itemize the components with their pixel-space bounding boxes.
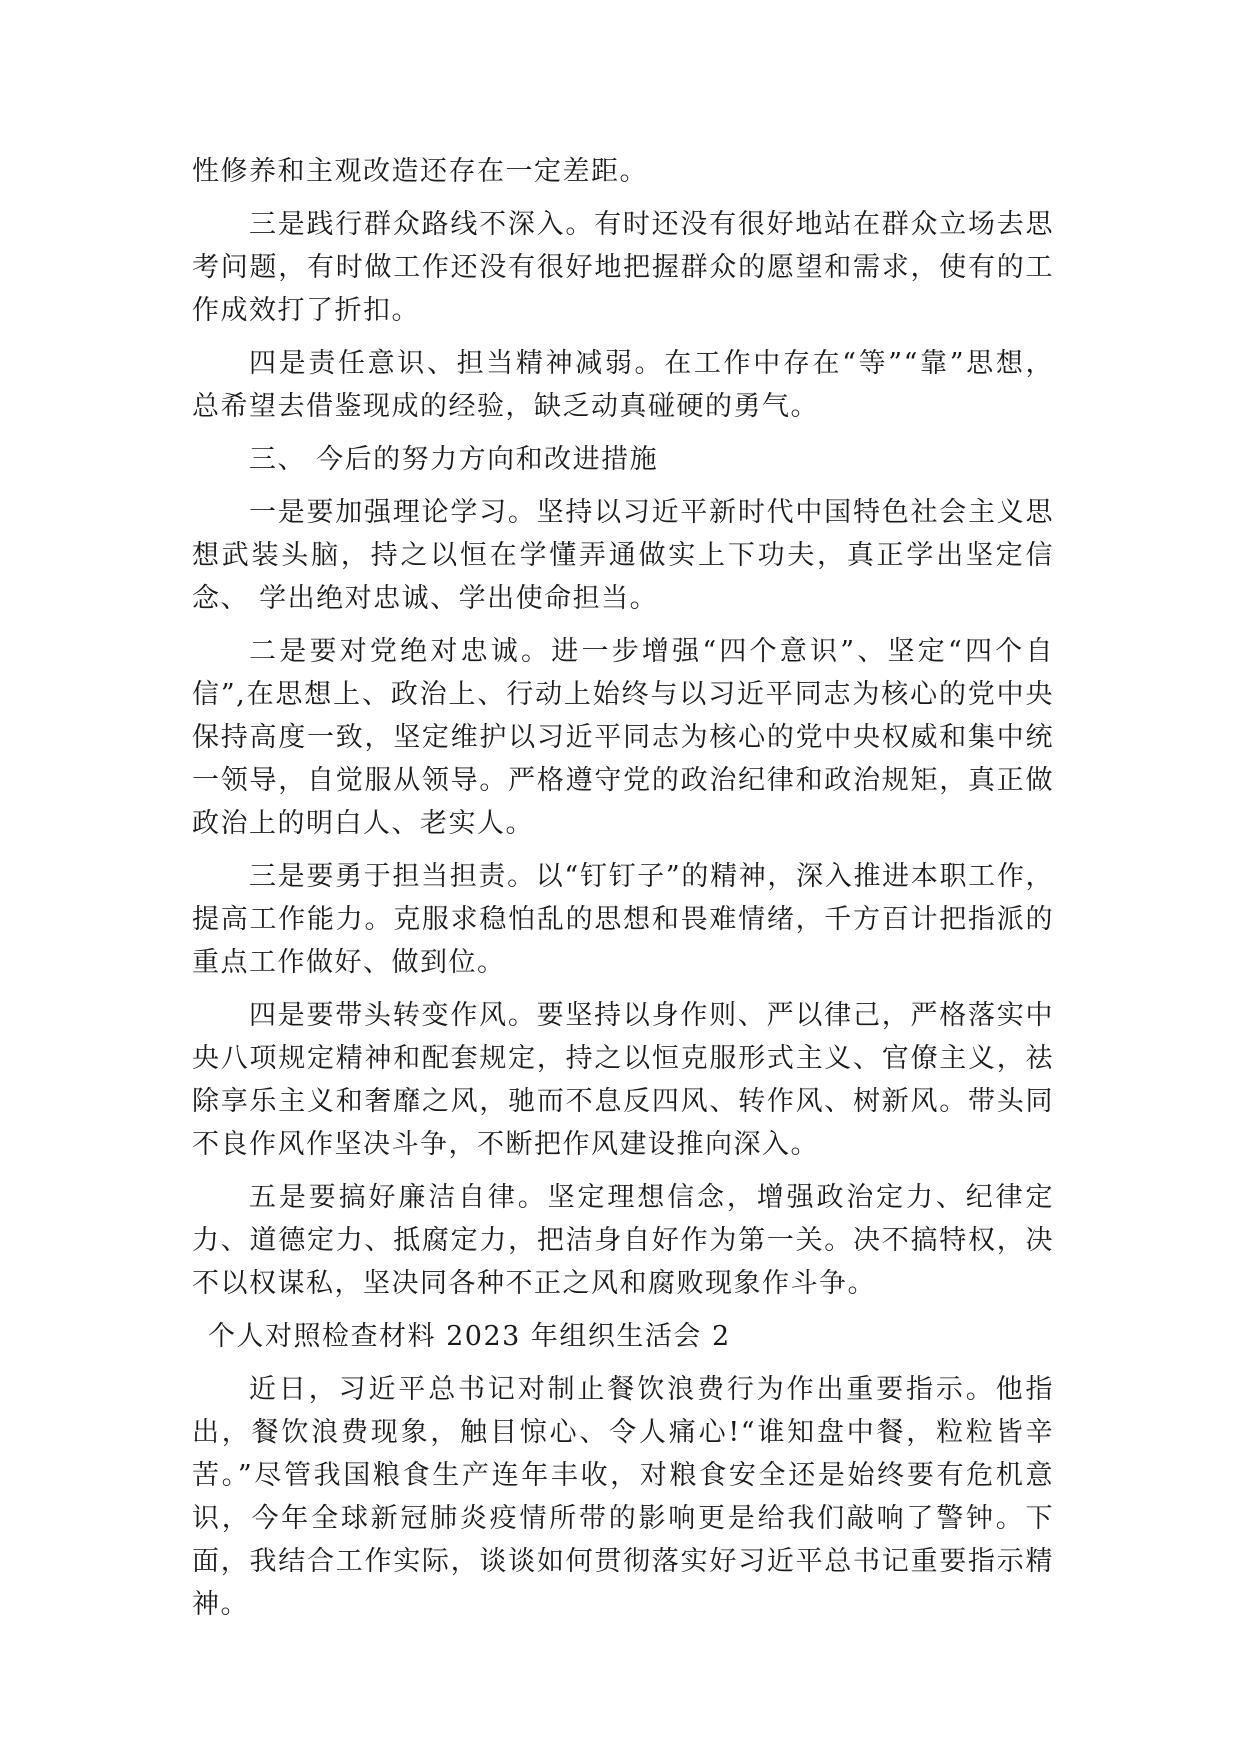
section-heading-improvement: 三、 今后的努力方向和改进措施 — [249, 444, 659, 475]
paragraph-theory-study: 一是要加强理论学习。坚持以习近平新时代中国特色社会主义思想武装头脑，持之以恒在学懂弄通做实上下功夫，真正学出坚定信念、 学出绝对忠诚、学出使命担当。 — [192, 497, 1054, 614]
document-subtitle: 个人对照检查材料 2023 年组织生活会 2 — [208, 1321, 731, 1352]
paragraph-continuation: 性修养和主观改造还存在一定差距。 — [192, 156, 648, 187]
paragraph-responsibility: 四是责任意识、担当精神减弱。在工作中存在“等”“靠”思想， 总希望去借鉴现成的经验，缺乏动真碰硬的勇气。 — [192, 348, 1054, 422]
paragraph-work-style: 四是要带头转变作风。要坚持以身作则、严以律己，严格落实中央八项规定精神和配套规定，持之以恒克服形式主义、官僚主义，祛除享乐主义和奢靡之风，驰而不息反四风、转作风、树新风。带头同不良作风作坚决斗争，不断把作风建设推向深入。 — [192, 1000, 1054, 1160]
paragraph-food-waste: 近日，习近平总书记对制止餐饮浪费行为作出重要指示。他指出，餐饮浪费现象，触目惊心、令人痛心!“谁知盘中餐，粒粒皆辛苦。”尽管我国粮食生产连年丰收，对粮食安全还是始终要有危机意识，今年全球新冠肺炎疫情所带的影响更是给我们敲响了警钟。下面，我结合工作实际，谈谈如何贯彻落实好习近平总书记重要指示精神。 — [192, 1374, 1054, 1620]
paragraph-loyalty: 二是要对党绝对忠诚。进一步增强“四个意识”、坚定“四个自信”,在思想上、政治上、行动上始终与以习近平同志为核心的党中央保持高度一致，坚定维护以习近平同志为核心的党中央权威和集中统一领导，自觉服从领导。严格遵守党的政治纪律和政治规矩，真正做政治上的明白人、老实人。 — [192, 636, 1054, 839]
document-body — [192, 150, 1054, 1636]
paragraph-integrity: 五是要搞好廉洁自律。坚定理想信念，增强政治定力、纪律定力、道德定力、抵腐定力，把洁身自好作为第一关。决不搞特权，决不以权谋私，坚决同各种不正之风和腐败现象作斗争。 — [192, 1182, 1054, 1299]
paragraph-responsibility-taking: 三是要勇于担当担责。以“钉钉子”的精神，深入推进本职工作，提高工作能力。克服求稳怕乱的思想和畏难情绪，千方百计把指派的重点工作做好、做到位。 — [192, 861, 1054, 978]
paragraph-mass-line: 三是践行群众路线不深入。有时还没有很好地站在群众立场去思考问题，有时做工作还没有很好地把握群众的愿望和需求，使有的工作成效打了折扣。 — [192, 209, 1054, 326]
